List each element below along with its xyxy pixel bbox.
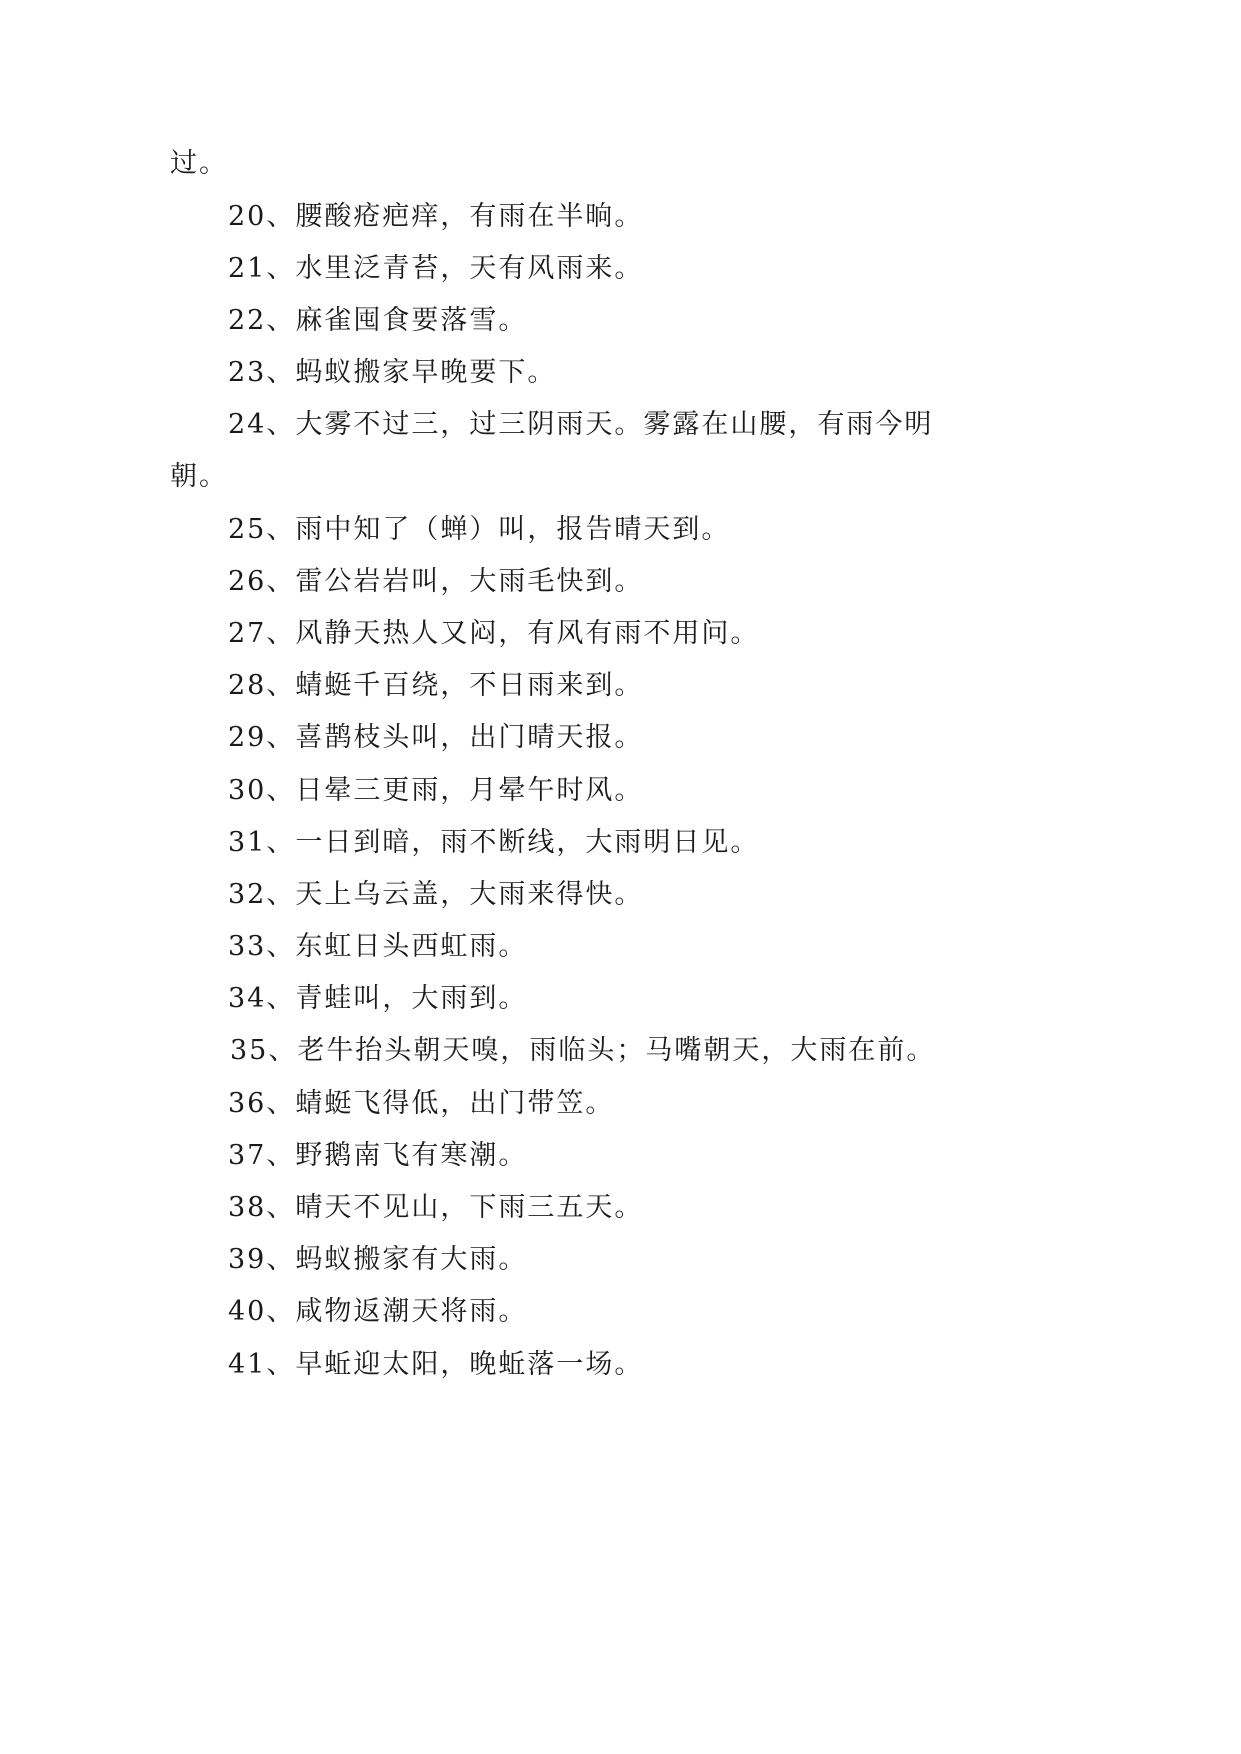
text-line: 27、风静天热人又闷，有风有雨不用问。 xyxy=(228,618,760,649)
text-line: 30、日晕三更雨，月晕午时风。 xyxy=(228,775,644,806)
text-line: 22、麻雀囤食要落雪。 xyxy=(228,305,528,336)
text-line: 32、天上乌云盖，大雨来得快。 xyxy=(228,879,644,910)
text-line: 39、蚂蚁搬家有大雨。 xyxy=(228,1244,528,1275)
text-line: 40、咸物返潮天将雨。 xyxy=(228,1296,528,1327)
text-line: 34、青蛙叫，大雨到。 xyxy=(228,983,528,1014)
text-line: 过。 xyxy=(170,148,228,179)
text-line: 41、早蚯迎太阳，晚蚯落一场。 xyxy=(228,1349,644,1380)
text-line: 36、蜻蜓飞得低，出门带笠。 xyxy=(228,1088,615,1119)
text-line: 33、东虹日头西虹雨。 xyxy=(228,931,528,962)
text-line: 26、雷公岩岩叫，大雨毛快到。 xyxy=(228,566,644,597)
text-line: 23、蚂蚁搬家早晚要下。 xyxy=(228,357,557,388)
text-line: 28、蜻蜓千百绕，不日雨来到。 xyxy=(228,670,644,701)
text-line: 21、水里泛青苔，天有风雨来。 xyxy=(228,253,644,284)
text-line: 29、喜鹊枝头叫，出门晴天报。 xyxy=(228,722,644,753)
text-line: 24、大雾不过三，过三阴雨天。雾露在山腰，有雨今明 xyxy=(228,409,934,440)
text-line: 朝。 xyxy=(170,461,228,492)
text-line: 20、腰酸疮疤痒，有雨在半晌。 xyxy=(228,201,644,232)
text-line: 38、晴天不见山，下雨三五天。 xyxy=(228,1192,644,1223)
text-line: 31、一日到暗，雨不断线，大雨明日见。 xyxy=(228,827,760,858)
text-line: 37、野鹅南飞有寒潮。 xyxy=(228,1140,528,1171)
text-line: 35、老牛抬头朝天嗅，雨临头；马嘴朝天，大雨在前。 xyxy=(230,1035,936,1066)
text-line: 25、雨中知了（蝉）叫，报告晴天到。 xyxy=(228,514,731,545)
